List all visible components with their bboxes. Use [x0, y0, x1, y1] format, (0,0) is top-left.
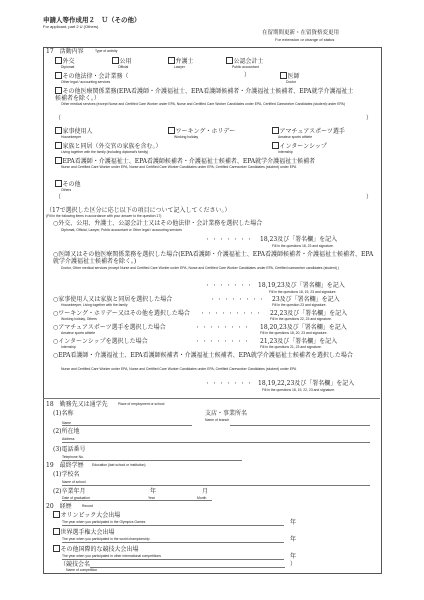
- q18-addr-label-en: Address: [62, 437, 75, 441]
- option-label-en: Nurse and Certified Care Worker under EPA, Nurse and Certified Care Worker Candidates under EPA, Certified Careworker Candidates (student) under EPA: [61, 165, 297, 169]
- checkbox[interactable]: [272, 142, 279, 149]
- dot-leader: ・・・・・・・: [205, 283, 255, 289]
- checkbox[interactable]: [55, 72, 62, 79]
- others-open-paren: （: [55, 194, 62, 201]
- q18-branch-label-en: Name of branch: [205, 418, 230, 422]
- instruction-fill-en: Fill in the questions 18, 23 and signature.: [272, 244, 334, 248]
- option-olympic[interactable]: オリンピック大会出場: [53, 511, 120, 519]
- q20-comp-label: （競技会名: [60, 561, 91, 568]
- instruction-item-en: Diplomat, Official, Lawyer, Public accountant or Other legal / accounting services: [61, 228, 182, 232]
- checkbox[interactable]: [55, 157, 62, 164]
- q20-world-en: The year when you participated in the world championship: [62, 537, 150, 541]
- q18-label-en: Place of employment or school: [118, 402, 165, 406]
- checkbox[interactable]: [55, 127, 62, 134]
- competition-name-input[interactable]: [90, 567, 285, 568]
- year-suffix: 年: [290, 519, 297, 526]
- option-label-en: Internship: [278, 150, 293, 154]
- instruction-fill: 18,20,23及び「署名欄」を記入: [260, 324, 347, 331]
- q19-month-label: 月: [202, 488, 209, 495]
- q19-label: 19 最終学歴: [46, 462, 84, 469]
- instruction-item-en: Amateur sports athlete: [61, 331, 96, 335]
- option-label-en: Doctor: [286, 80, 296, 84]
- q20-intl-en: The year when you participated in other international competitions: [62, 554, 161, 558]
- option-legal[interactable]: その他法律・会計業務（: [55, 72, 129, 80]
- instruction-item: ○アマチュアスポーツ選手を選択した場合: [53, 324, 166, 331]
- year-suffix: 年: [290, 553, 297, 560]
- checkbox[interactable]: [112, 57, 119, 64]
- q20-olympic-en: The year when you participated in the Olympics Games: [62, 520, 146, 524]
- option-label-en: Housekeeper: [61, 135, 82, 139]
- q19-grad-label-en: Date of graduation: [62, 496, 90, 500]
- checkbox[interactable]: [55, 142, 62, 149]
- form-title: 申請人等作成用２ Ｕ（その他）: [43, 16, 141, 24]
- option-epa[interactable]: EPA看護師・介護福祉士、EPA看護師候補者・介護福祉士候補者、EPA就学介護福祉士候補者: [55, 157, 315, 165]
- instruction-fill-en: Fill in the questions 18, 19, 22, 23 and signature.: [262, 388, 336, 392]
- option-label-en: Official: [118, 65, 129, 69]
- dot-leader: ・・・・・・・・: [195, 325, 252, 331]
- instruction-fill: 21,23及び「署名欄」を記入: [260, 338, 338, 345]
- checkbox[interactable]: [168, 127, 175, 134]
- others-close-paren: ）: [366, 194, 373, 201]
- checkbox[interactable]: [53, 511, 60, 518]
- form-title-en: For applicant, part 2 U (Others): [43, 24, 99, 29]
- instruction-fill-en: Fill in the questions 18, 19, 23 and signature.: [269, 290, 337, 294]
- instruction-fill-en: Fill in the question 23 and signature.: [272, 303, 327, 307]
- checkbox[interactable]: [53, 545, 60, 552]
- option-amateur-athlete[interactable]: アマチュアスポーツ選手: [272, 127, 345, 135]
- option-lawyer[interactable]: 弁護士: [168, 57, 194, 65]
- q19-year-label: 年: [150, 488, 157, 495]
- option-others[interactable]: その他: [55, 180, 81, 188]
- instruction-item: ○インターンシップを選択した場合: [53, 338, 148, 345]
- q18-name-label: (1)名称: [53, 410, 74, 417]
- instruction-fill: 18,19,23及び「署名欄」を記入: [258, 282, 345, 289]
- q18-tel-label: (3)電話番号: [53, 446, 86, 453]
- dot-leader: ・・・・・・・・・: [200, 311, 264, 317]
- dot-leader: ・・・・・・・・: [210, 297, 267, 303]
- instruction-fill-en: Fill in the questions 21, 23 and signature.: [260, 345, 322, 349]
- q20-label-en: Record: [82, 504, 93, 508]
- option-diplomat[interactable]: 外交: [55, 57, 75, 65]
- instruction-item-en: Nurse and Certified Care Worker under EPA, Nurse and Certified Care Worker Candidates under EPA, Certified Careworker Candidates (student) under EPA: [61, 367, 297, 371]
- others-input[interactable]: [62, 199, 362, 205]
- q19-school-label: (1)学校名: [53, 471, 80, 478]
- instructions-title: （17で選択した区分に応じ以下の項目について記入してください。）: [46, 207, 231, 214]
- option-family[interactable]: 家族と同居（外交官の家族を含む。）: [55, 142, 162, 150]
- q18-addr-label: (2)所在地: [53, 428, 80, 435]
- option-label-en: Diplomat: [61, 65, 75, 69]
- instructions-title-en: (Fill in the following items in accordance with your answer to the question 17): [46, 214, 162, 218]
- dot-leader: ・・・・・・・: [205, 237, 255, 243]
- legal-close-paren: ）: [244, 72, 251, 79]
- q18-tel-label-en: Telephone No.: [62, 455, 84, 459]
- instruction-item: ○外交、公用、弁護士、公認会計士又はその他法律・会計業務を選択した場合: [53, 220, 263, 227]
- checkbox[interactable]: [272, 127, 279, 134]
- instruction-fill-en: Fill in the questions 22, 23 and signature.: [270, 317, 332, 321]
- q20-comp-label-en: Name of competition: [66, 568, 98, 572]
- q19-grad-label: (2)卒業年月: [53, 488, 86, 495]
- checkbox[interactable]: [53, 528, 60, 535]
- option-official[interactable]: 公用: [112, 57, 132, 65]
- option-label-en: Other legal / accounting services: [61, 80, 111, 84]
- form-purpose-en: For extension or change of status: [275, 37, 335, 42]
- q18-addr-input[interactable]: [62, 442, 370, 443]
- q20-label: 20 経歴: [46, 503, 72, 510]
- q19-school-input[interactable]: [62, 485, 370, 486]
- q18-tel-input[interactable]: [62, 460, 242, 461]
- instruction-fill: 18,23及び「署名欄」を記入: [260, 236, 338, 243]
- instruction-fill: 23及び「署名欄」を記入: [272, 296, 340, 303]
- intl-year-input[interactable]: [62, 559, 284, 560]
- world-year-input[interactable]: [62, 542, 284, 543]
- option-medical[interactable]: その他医療関係業務(EPA看護師・介護福祉士、EPA看護師候補者・介護福祉士候補者、EPA就学介護福祉士候補者を除く。）: [55, 88, 354, 102]
- medical-close-paren: ）: [366, 115, 373, 122]
- section-divider: [43, 398, 380, 399]
- instruction-item-en: Working holiday, Others: [61, 317, 97, 321]
- dot-leader: ・・・・・・・・: [195, 339, 252, 345]
- comp-close-paren: ）: [290, 561, 297, 568]
- option-label-en: Living together with the family (including diplomat's family): [61, 150, 149, 154]
- q18-name-input[interactable]: [62, 425, 192, 426]
- instruction-item: ○医師又はその他医療関係業務を選択した場合(EPA看護師・介護福祉士、EPA看護師候補者・介護福祉士候補者、EPA就学介護福祉士候補者を除く。): [53, 251, 374, 265]
- instruction-item-en: Internship: [61, 345, 76, 349]
- instruction-fill: 18,19,22,23及び「署名欄」を記入: [258, 380, 355, 387]
- q19-year-label-en: Year: [148, 496, 155, 500]
- year-suffix: 年: [290, 536, 297, 543]
- instruction-fill-en: Fill in the questions 18, 20, 23 and signature.: [260, 331, 328, 335]
- q19-label-en: Education (last school or institution): [92, 463, 146, 467]
- instruction-item: ○EPA看護師・介護福祉士、EPA看護師候補者・介護福祉士候補者、EPA就学介護福祉士候補者を選択した場合: [53, 352, 353, 359]
- dot-leader: ・・・・・・・: [205, 381, 255, 387]
- checkbox[interactable]: [55, 57, 62, 64]
- q18-branch-label: 支店・事業所名: [205, 410, 248, 417]
- checkbox[interactable]: [226, 57, 233, 64]
- option-label-en: Public accountant: [232, 65, 259, 69]
- medical-open-paren: （: [55, 115, 62, 122]
- q19-month-label-en: Month: [197, 496, 207, 500]
- option-international[interactable]: その他国際的な競技大会出場: [53, 545, 139, 553]
- option-label-en: Lawyer: [174, 65, 185, 69]
- instruction-fill: 22,23及び「署名欄」を記入: [270, 310, 348, 317]
- checkbox[interactable]: [280, 72, 287, 79]
- q18-branch-input[interactable]: [230, 425, 370, 426]
- option-label-en: Working holiday: [174, 135, 199, 139]
- q19-school-label-en: Name of school: [62, 480, 86, 484]
- option-label-en: Amateur sports athlete: [278, 135, 313, 139]
- form-purpose: 在留期間更新・在留資格変更用: [262, 30, 340, 36]
- instruction-item-en: Doctor, Other medical services (except Nurse and Certified Care Worker under EPA, Nurse and Certified Care Worker Candidates under EPA, Certified careworker candidates (student) ): [61, 266, 339, 270]
- option-label-en: Other medical services (except Nurse and Certified Care Worker under EPA, Nurse and Certified Care Worker Candidates under EPA, Certified Careworker Candidates (student) under EPA): [61, 102, 345, 106]
- q18-label: 18 勤務先又は通学先: [46, 401, 108, 408]
- option-label-en: Others: [61, 188, 72, 192]
- q17-label: 17 活動内容: [46, 48, 84, 55]
- checkbox[interactable]: [168, 57, 175, 64]
- option-housekeeper[interactable]: 家事使用人: [55, 127, 93, 135]
- option-working-holiday[interactable]: ワーキング・ホリデー: [168, 127, 235, 135]
- q19-grad-input[interactable]: [62, 500, 212, 501]
- q18-name-label-en: Name: [62, 421, 72, 425]
- instruction-item: ○ワーキング・ホリデー又はその他を選択した場合: [53, 310, 190, 317]
- option-public-accountant[interactable]: 公認会計士: [226, 57, 264, 65]
- instruction-item-en: Housekeeper, Living together with the family: [61, 303, 128, 307]
- option-world-championship[interactable]: 世界選手権大会出場: [53, 528, 115, 536]
- checkbox[interactable]: [55, 87, 62, 94]
- q17-label-en: Type of activity: [95, 49, 118, 53]
- olympic-year-input[interactable]: [62, 525, 284, 526]
- checkbox[interactable]: [55, 180, 62, 187]
- instruction-item: ○家事使用人又は家族と同居を選択した場合: [53, 296, 173, 303]
- option-doctor[interactable]: 医師: [280, 72, 300, 80]
- option-internship[interactable]: インターンシップ: [272, 142, 327, 150]
